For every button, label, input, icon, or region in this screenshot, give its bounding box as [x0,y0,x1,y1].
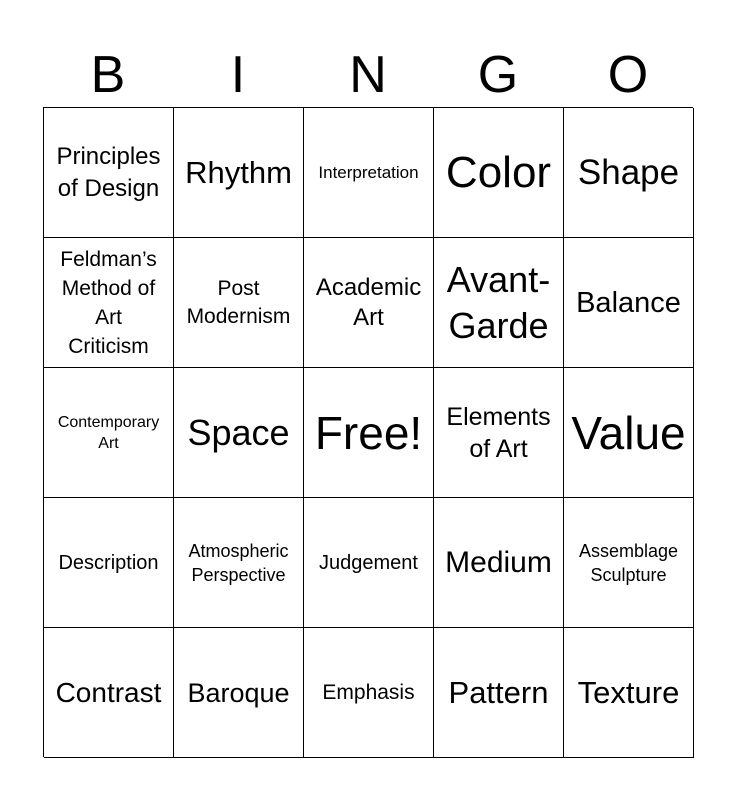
cell-text: Contrast [55,676,162,708]
cell-text: Assemblage Sculpture [578,540,679,585]
cell-text: Texture [577,674,680,710]
bingo-cell [434,368,564,498]
bingo-cell [304,498,434,628]
bingo-cell [44,238,174,368]
cell-text: Judgement [319,551,418,574]
header-letter-b: B [90,46,126,104]
cell-text: Shape [577,152,680,192]
cell-text: Baroque [187,677,290,708]
bingo-cell [44,498,174,628]
bingo-cell [304,628,434,758]
bingo-grid [43,107,693,757]
bingo-cell [44,108,174,238]
bingo-cell [434,498,564,628]
cell-text: Description [58,551,159,574]
bingo-cell [434,628,564,758]
bingo-cell [174,108,304,238]
header-letter-g: G [477,46,519,104]
bingo-cell [174,368,304,498]
cell-text: Pattern [448,674,549,710]
header-letter-n: N [349,46,387,104]
bingo-cell [564,498,694,628]
cell-text: Feldman’s Method of Art Criticism [60,247,157,358]
cell-text: Balance [576,286,681,319]
cell-text: Elements of Art [446,402,551,463]
bingo-cell [564,628,694,758]
cell-text: Emphasis [322,680,415,704]
bingo-cell [434,108,564,238]
cell-text: Contemporary Art [57,413,160,452]
cell-text: Atmospheric Perspective [188,540,289,585]
cell-text: Color [445,147,552,197]
bingo-cell [174,628,304,758]
cell-text: Academic Art [315,273,422,331]
bingo-cell [304,368,434,498]
cell-text: Rhythm [185,154,292,190]
cell-text: Medium [445,545,552,579]
cell-text: Interpretation [318,162,419,182]
bingo-cell [564,368,694,498]
bingo-cell [174,238,304,368]
header-letter-i: I [230,46,246,104]
cell-text: Post Modernism [186,276,291,328]
cell-text: Free! [314,406,423,459]
bingo-cell [174,498,304,628]
bingo-cell [44,368,174,498]
cell-text: Space [187,411,290,453]
bingo-cell [564,108,694,238]
cell-text: Principles of Design [56,142,161,202]
bingo-cell [304,108,434,238]
bingo-cell [44,628,174,758]
bingo-cell [564,238,694,368]
bingo-cell [304,238,434,368]
header-letter-o: O [607,46,649,104]
cell-text: Avant-Garde [446,258,551,346]
cell-text: Value [571,406,686,459]
bingo-header [43,44,693,106]
bingo-cell [434,238,564,368]
